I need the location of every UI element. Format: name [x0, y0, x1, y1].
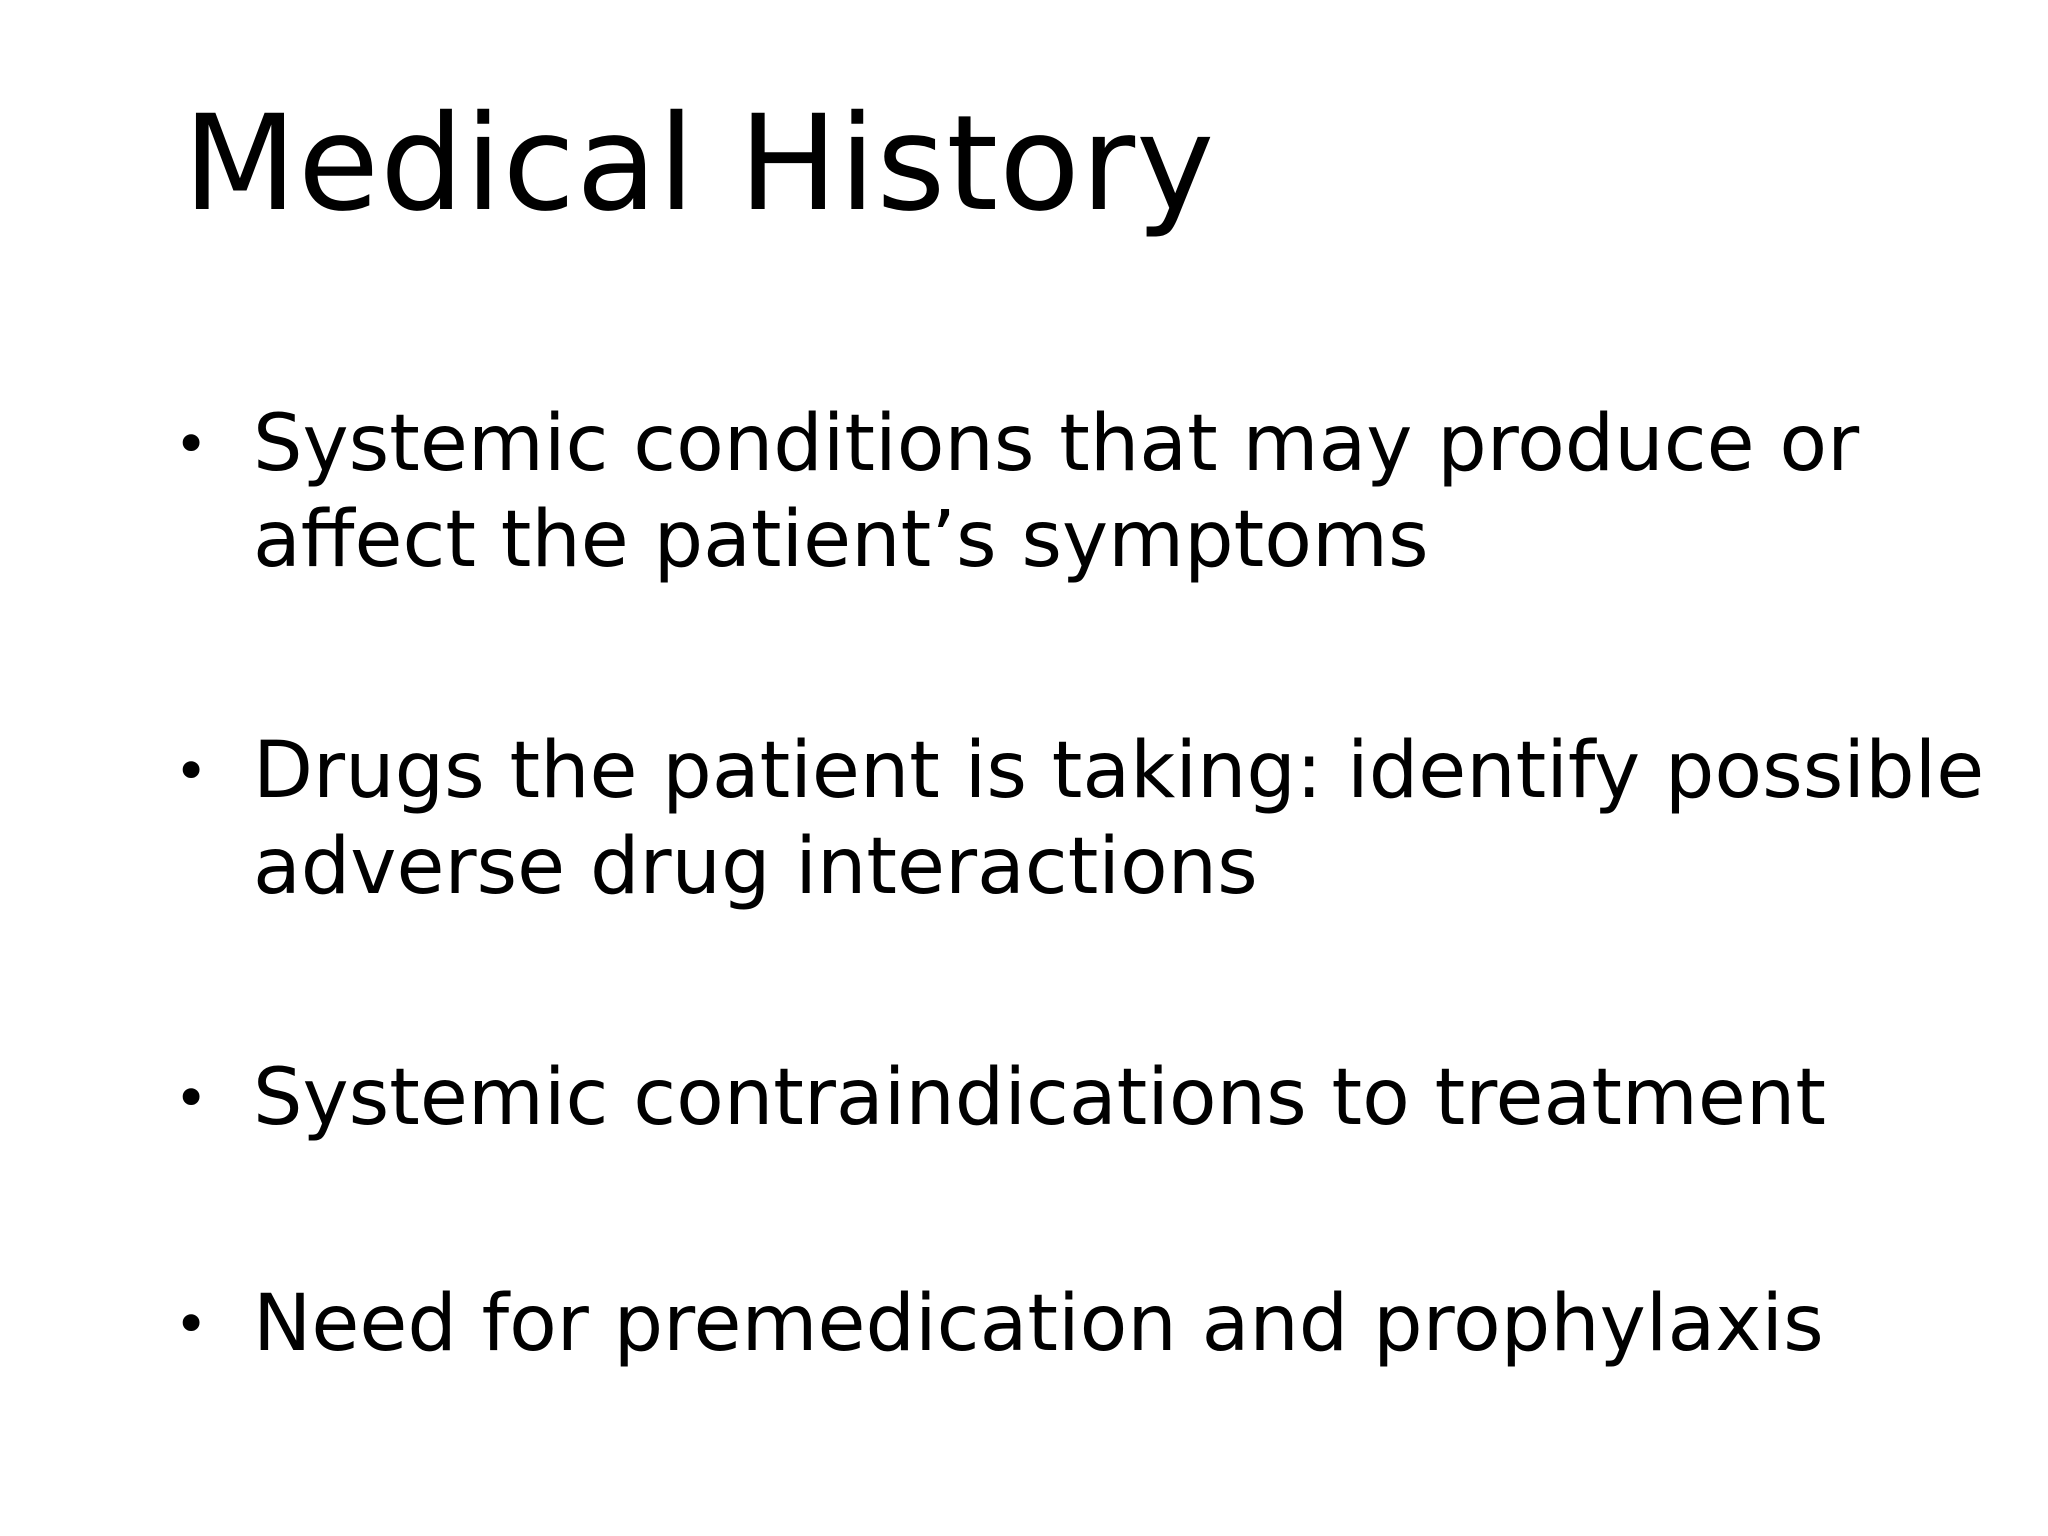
bullet-line: affect the patient’s symptoms	[253, 495, 1429, 585]
bullet-text	[253, 1050, 1983, 1146]
bullet-text	[253, 1276, 1983, 1372]
bullet-text	[253, 723, 1983, 915]
bullet-icon: •	[174, 1064, 209, 1132]
bullet-line: Need for premedication and prophylaxis	[253, 1279, 1824, 1369]
bullet-line: Systemic contraindications to treatment	[253, 1053, 1826, 1143]
bullet-text	[253, 396, 1983, 588]
bullet-line: adverse drug interactions	[253, 822, 1258, 912]
bullet-icon: •	[174, 1290, 209, 1358]
bullet-line: Systemic conditions that may produce or	[253, 399, 1860, 489]
slide-title: Medical History	[183, 87, 1216, 241]
bullet-icon: •	[174, 737, 209, 805]
bullet-line: Drugs the patient is taking: identify possible	[253, 726, 1985, 816]
bullet-icon: •	[174, 410, 209, 478]
